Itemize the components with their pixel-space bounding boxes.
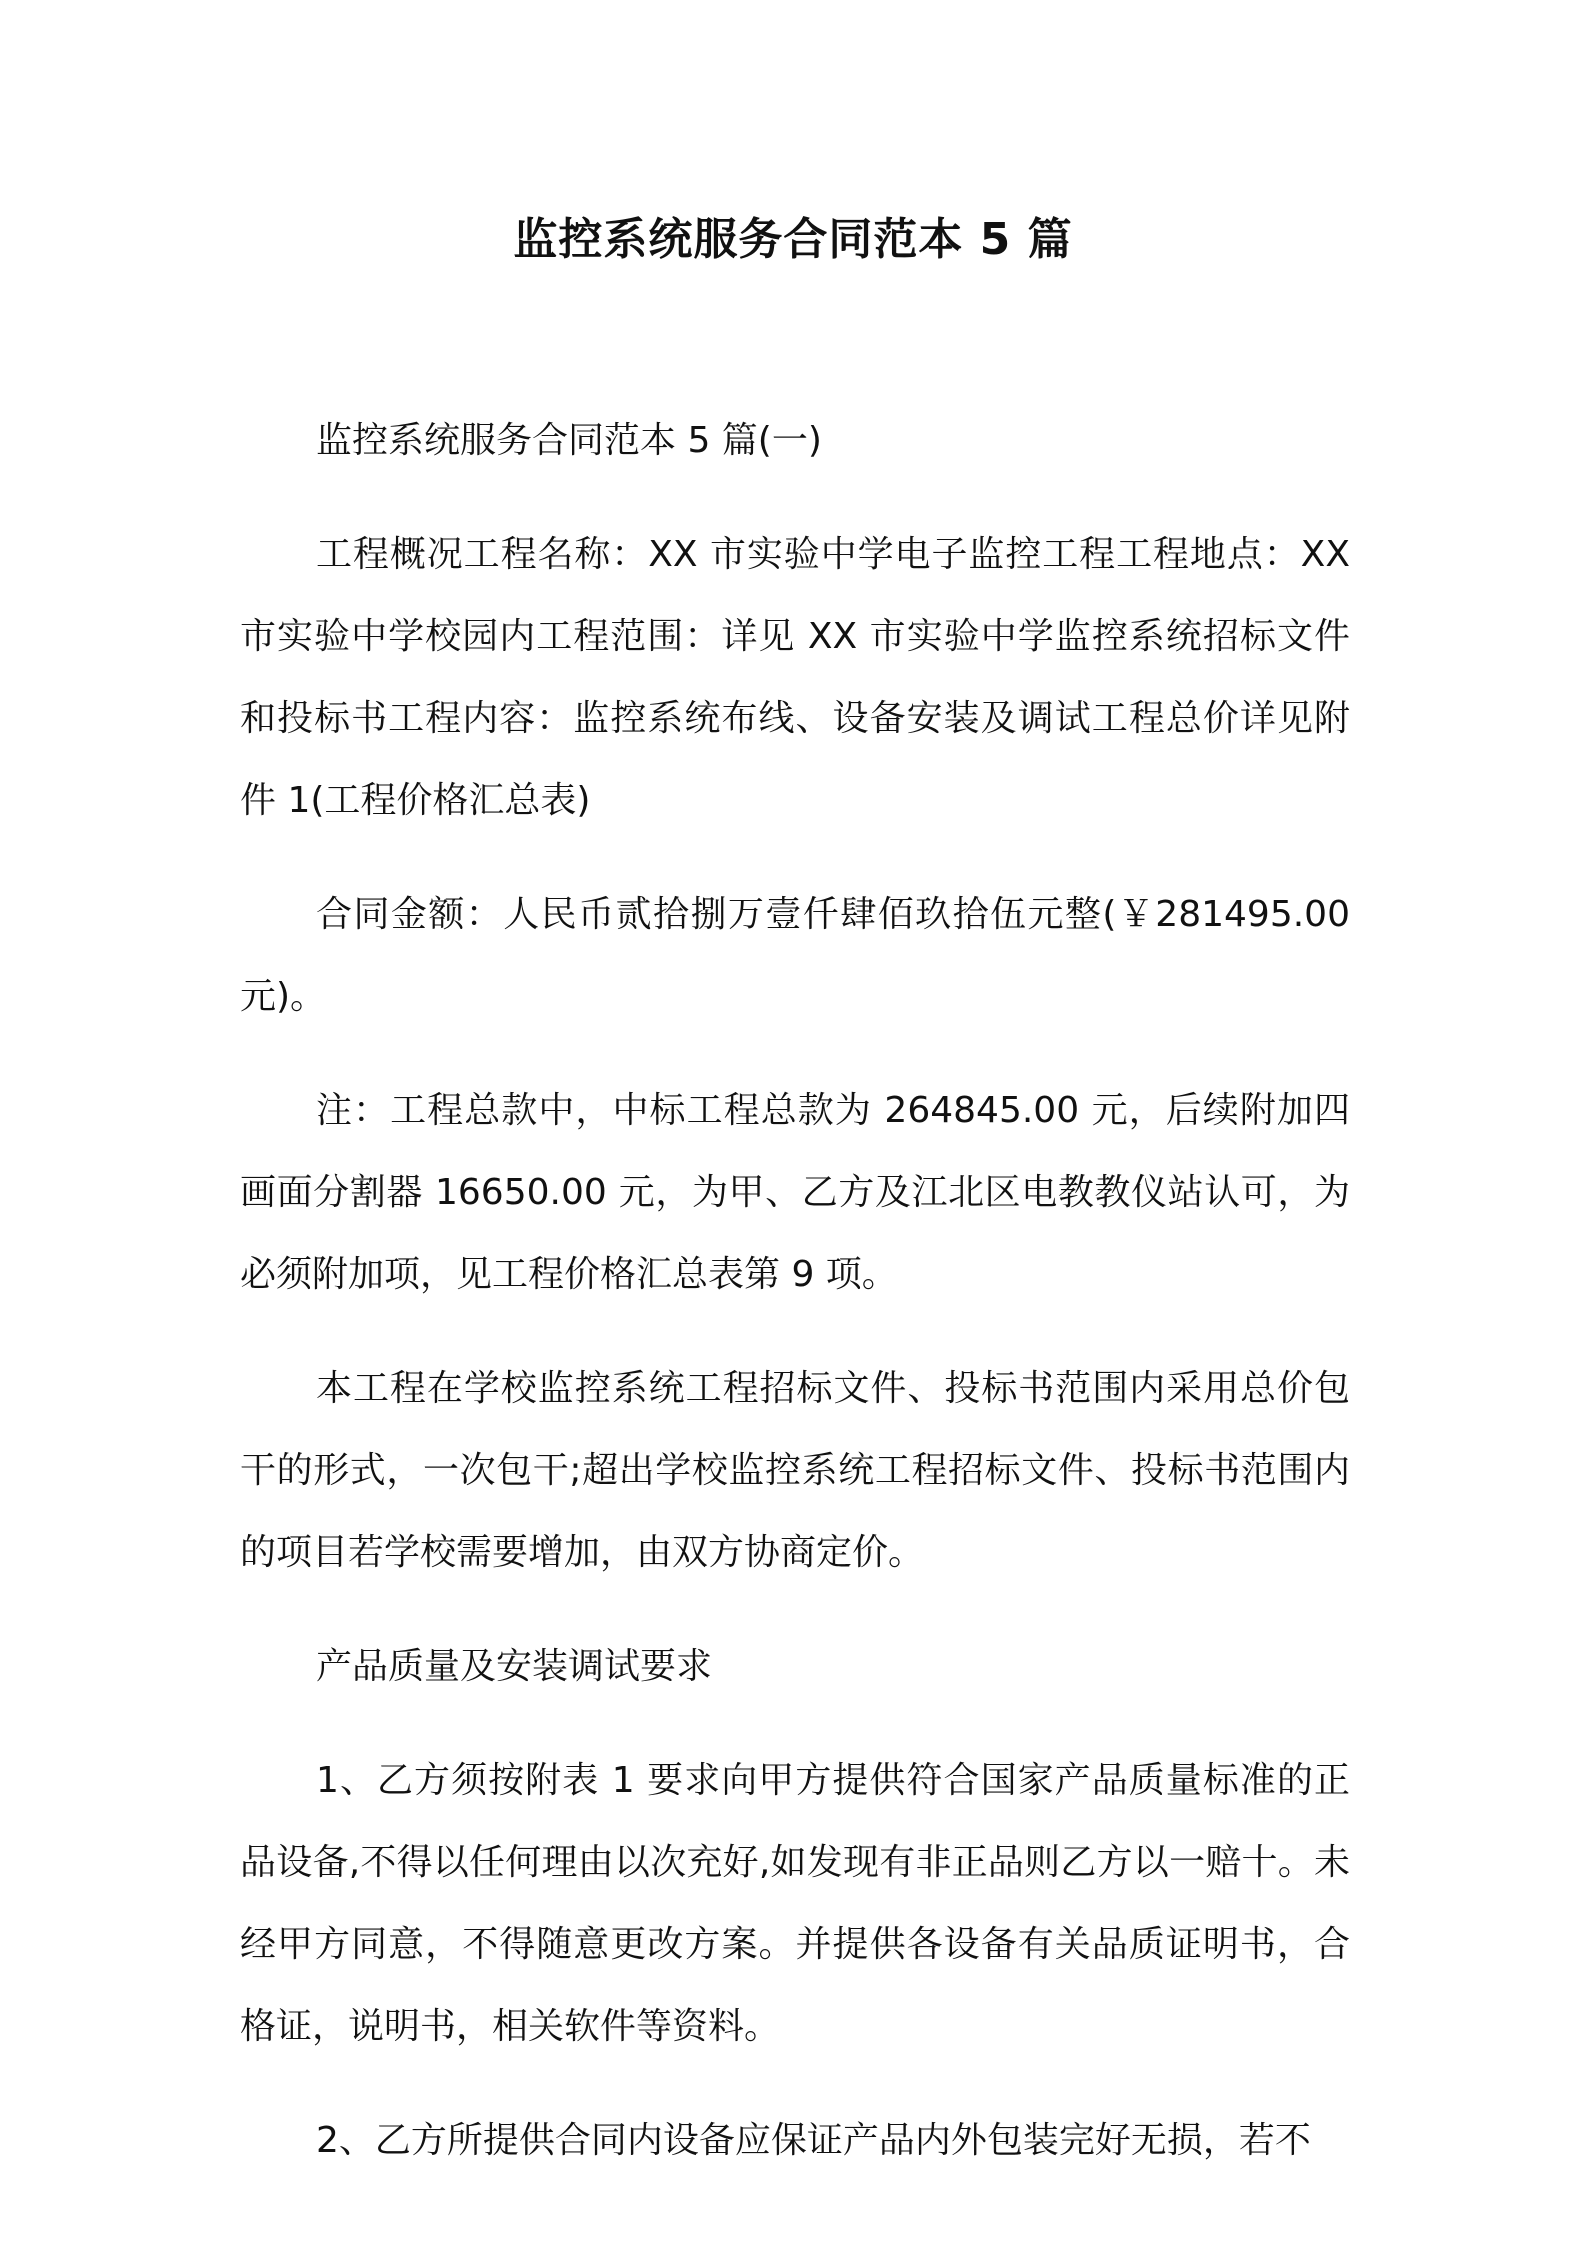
paragraph-lump-sum: 本工程在学校监控系统工程招标文件、投标书范围内采用总价包干的形式，一次包干;超出学校监控系统工程招标文件、投标书范围内的项目若学校需要增加，由双方协商定价。 — [240, 1368, 1350, 1573]
document-title: 监控系统服务合同范本 5 篇 — [513, 214, 1073, 265]
paragraph-item-2: 2、乙方所提供合同内设备应保证产品内外包装完好无损，若不 — [316, 2120, 1311, 2161]
document-body — [240, 400, 1350, 2214]
subsection-heading-quality: 产品质量及安装调试要求 — [316, 1646, 713, 1687]
paragraph-contract-amount: 合同金额：人民币贰拾捌万壹仟肆佰玖拾伍元整(￥281495.00 元)。 — [240, 894, 1350, 1017]
paragraph-project-overview: 工程概况工程名称：XX 市实验中学电子监控工程工程地点：XX 市实验中学校园内工程范围：详见 XX 市实验中学监控系统招标文件和投标书工程内容：监控系统布线、设备安装及调试工程总价详见附件 1(工程价格汇总表) — [240, 534, 1350, 821]
paragraph-item-1: 1、乙方须按附表 1 要求向甲方提供符合国家产品质量标准的正品设备,不得以任何理由以次充好,如发现有非正品则乙方以一赔十。未经甲方同意，不得随意更改方案。并提供各设备有关品质证明书，合格证，说明书，相关软件等资料。 — [240, 1760, 1350, 2047]
paragraph-note: 注：工程总款中，中标工程总款为 264845.00 元，后续附加四画面分割器 16650.00 元，为甲、乙方及江北区电教教仪站认可，为必须附加项，见工程价格汇总表第 9 项。 — [240, 1090, 1350, 1295]
section-heading: 监控系统服务合同范本 5 篇(一) — [316, 420, 822, 461]
